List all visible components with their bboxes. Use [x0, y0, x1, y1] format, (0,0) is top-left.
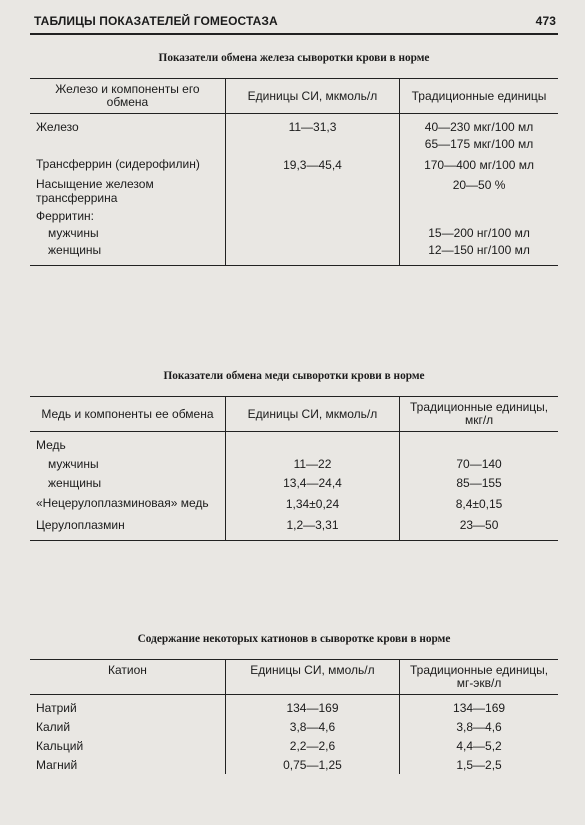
cations-table-title: Содержание некоторых катионов в сыворотке крови в норме — [137, 633, 451, 645]
row-label: Калий — [36, 720, 71, 734]
iron-section — [30, 52, 558, 266]
table-row — [30, 695, 558, 718]
row-si-value: 11—22 — [225, 454, 399, 473]
row-traditional-value — [400, 205, 558, 225]
row-si-value — [225, 432, 399, 455]
row-label: женщины — [48, 476, 102, 490]
running-head — [34, 14, 556, 28]
row-si-value — [225, 225, 399, 242]
row-traditional-value: 15—200 нг/100 мл — [400, 225, 558, 242]
cations-header-row — [30, 660, 558, 695]
copper-section — [30, 370, 558, 541]
row-label: «Нецерулоплазминовая» медь — [36, 496, 209, 510]
row-si-value: 1,2—3,31 — [225, 513, 399, 541]
row-si-value — [225, 242, 399, 266]
row-label: Медь — [36, 438, 66, 452]
row-si-value: 3,8—4,6 — [225, 717, 399, 736]
copper-header-row — [30, 397, 558, 432]
row-si-value: 0,75—1,25 — [225, 755, 399, 774]
row-si-value: 19,3—45,4 — [225, 153, 399, 174]
row-traditional-value: 4,4—5,2 — [400, 736, 558, 755]
table-row — [30, 492, 558, 513]
row-si-value: 2,2—2,6 — [225, 736, 399, 755]
row-traditional-value: 70—140 — [400, 454, 558, 473]
iron-header-traditional: Традиционные единицы — [400, 79, 558, 114]
table-row — [30, 473, 558, 492]
row-si-value — [225, 205, 399, 225]
row-label: Кальций — [36, 739, 84, 753]
row-label: мужчины — [48, 226, 99, 240]
row-label: мужчины — [48, 457, 99, 471]
row-traditional-value-line: 65—175 мкг/100 мл — [424, 137, 534, 151]
iron-header-component: Железо и компоненты его обмена — [30, 79, 225, 114]
copper-header-si: Единицы СИ, мкмоль/л — [225, 397, 399, 432]
row-traditional-value — [400, 432, 558, 455]
table-row — [30, 717, 558, 736]
row-traditional-value: 3,8—4,6 — [400, 717, 558, 736]
table-row — [30, 225, 558, 242]
copper-header-traditional: Традиционные единицы, мкг/л — [400, 397, 558, 432]
cations-table — [30, 659, 558, 774]
iron-header-row — [30, 79, 558, 114]
row-traditional-value-line: 40—230 мкг/100 мл — [424, 120, 534, 134]
row-si-value: 11—31,3 — [225, 114, 399, 154]
table-row — [30, 174, 558, 205]
row-label: Натрий — [36, 701, 77, 715]
row-label: Ферритин: — [36, 209, 95, 223]
row-si-value — [225, 174, 399, 205]
row-traditional-value: 20—50 % — [400, 174, 558, 205]
copper-header-component: Медь и компоненты ее обмена — [30, 397, 225, 432]
table-row — [30, 432, 558, 455]
copper-table-title: Показатели обмена меди сыворотки крови в норме — [163, 370, 425, 382]
row-si-value: 13,4—24,4 — [225, 473, 399, 492]
iron-header-si: Единицы СИ, мкмоль/л — [225, 79, 399, 114]
row-traditional-value: 134—169 — [400, 695, 558, 718]
table-row — [30, 153, 558, 174]
table-row — [30, 755, 558, 774]
cations-header-cation: Катион — [30, 660, 225, 695]
page-number: 473 — [535, 14, 556, 28]
header-rule — [30, 33, 558, 35]
row-si-value: 1,34±0,24 — [225, 492, 399, 513]
row-si-value: 134—169 — [225, 695, 399, 718]
copper-table — [30, 396, 558, 541]
row-traditional-value: 12—150 нг/100 мл — [400, 242, 558, 266]
row-traditional-value: 1,5—2,5 — [400, 755, 558, 774]
running-head-title: ТАБЛИЦЫ ПОКАЗАТЕЛЕЙ ГОМЕОСТАЗА — [34, 14, 278, 28]
row-traditional-value — [400, 114, 558, 154]
row-traditional-value: 23—50 — [400, 513, 558, 541]
cations-section — [30, 633, 558, 774]
row-label: Магний — [36, 758, 78, 772]
cations-header-si: Единицы СИ, ммоль/л — [225, 660, 399, 695]
row-traditional-value: 170—400 мг/100 мл — [400, 153, 558, 174]
table-row — [30, 242, 558, 266]
cations-header-traditional: Традиционные единицы, мг-экв/л — [400, 660, 558, 695]
table-row — [30, 205, 558, 225]
table-row — [30, 454, 558, 473]
iron-table-title: Показатели обмена железа сыворотки крови в норме — [158, 52, 430, 64]
row-traditional-value: 8,4±0,15 — [400, 492, 558, 513]
row-label: Церулоплазмин — [30, 513, 225, 541]
iron-table — [30, 78, 558, 266]
table-row — [30, 513, 558, 541]
row-label: Железо — [36, 120, 79, 134]
table-row — [30, 114, 558, 154]
row-label: женщины — [30, 242, 225, 266]
row-traditional-value: 85—155 — [400, 473, 558, 492]
row-label: Насыщение железом трансферрина — [36, 177, 154, 205]
table-row — [30, 736, 558, 755]
row-label: Трансферрин (сидерофилин) — [36, 157, 200, 171]
